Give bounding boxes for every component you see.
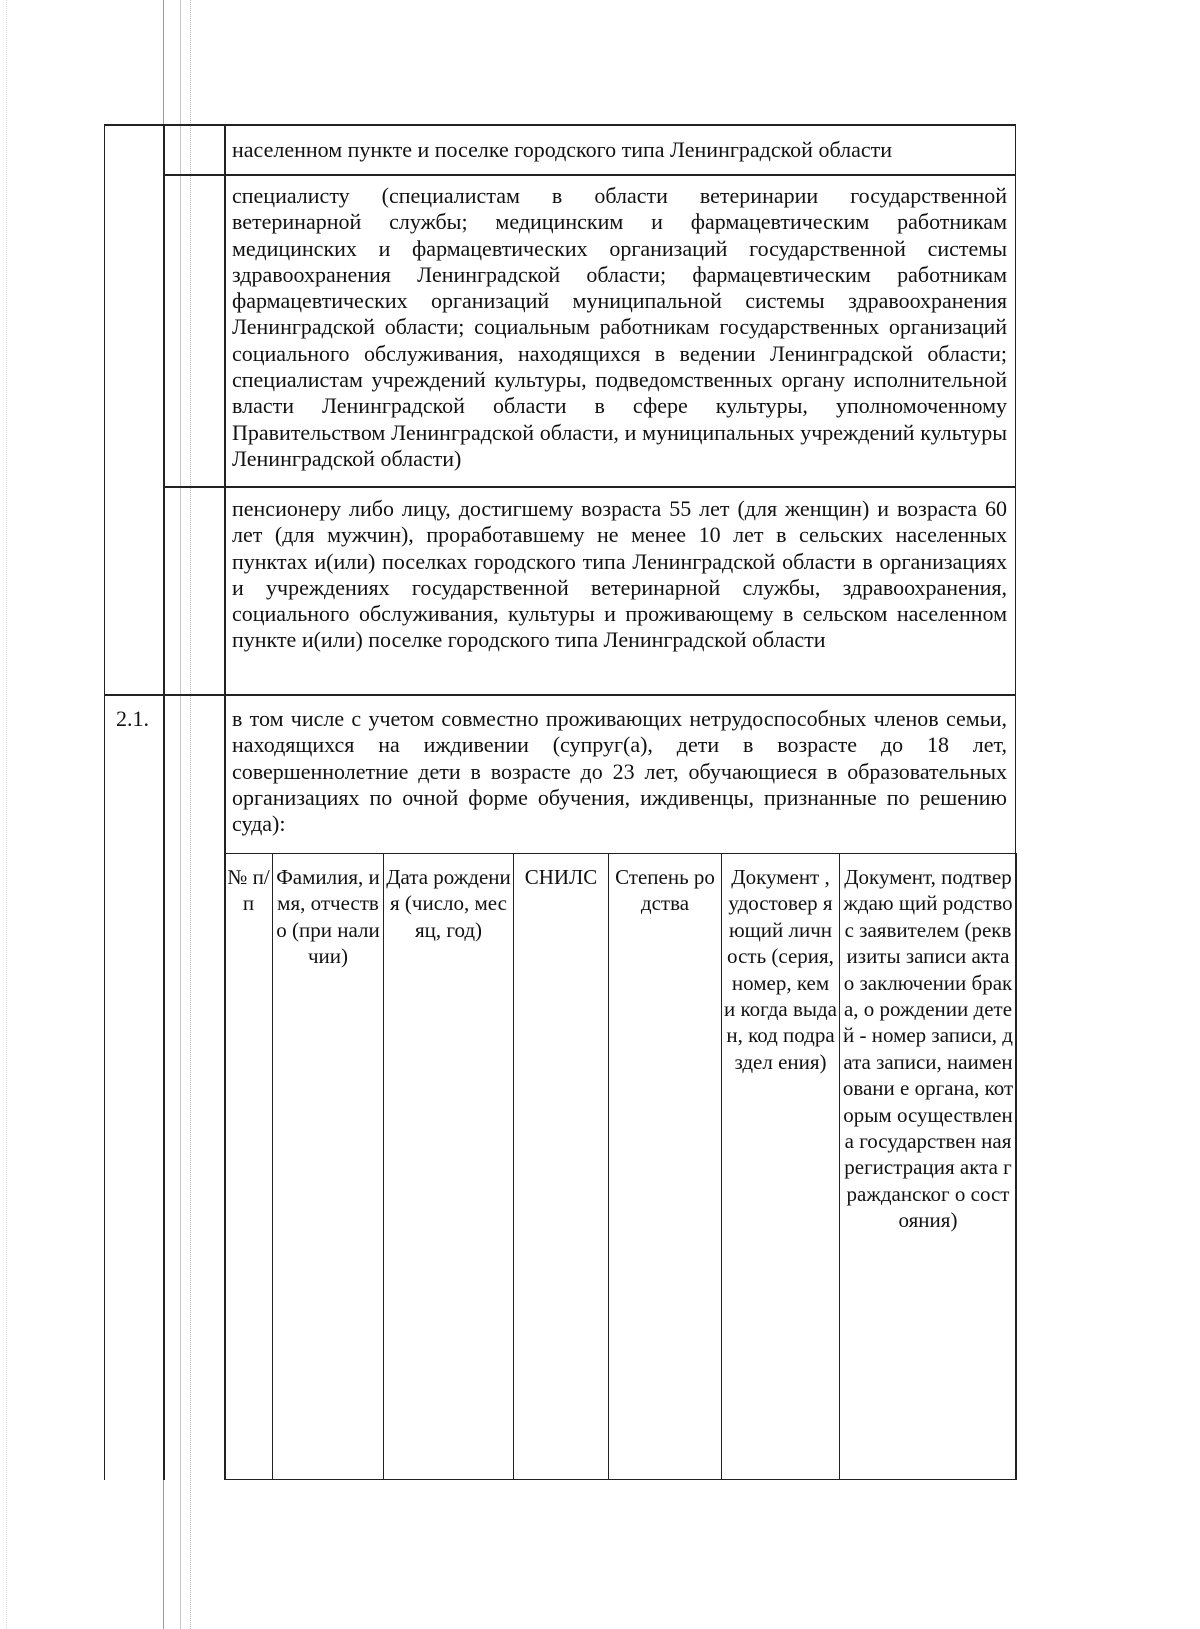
header-cell-birth-date: Дата рождения (число, месяц, год) — [384, 854, 514, 1480]
row-2-text: специалисту (специалистам в области ветеринарии государственной ветеринарной службы; медицинским и фармацевтическим работникам медицинских и фармацевтических организаций государственной системы здравоохранения Ленинградской области; фармацевтическим работникам фармацевтических организаций муниципальной системы здравоохранения Ленинградской области; социальным работникам государственных организаций социального обслуживания, находящихся в ведении Ленинградской области; специалистам учреждений культуры, подведомственных органу исполнительной власти Ленинградской области в сфере культуры, уполномоченному Правительством Ленинградской области, и муниципальных учреждений культуры Ленинградской области) — [232, 183, 1007, 471]
scan-artifact-dots — [6, 0, 8, 1629]
family-members-table — [224, 853, 1017, 1480]
row-divider — [104, 694, 1016, 696]
row-divider — [163, 174, 1016, 176]
header-cell-full-name: Фамилия, имя, отчество (при наличии) — [273, 854, 384, 1480]
header-cell-relationship: Степень родства — [609, 854, 722, 1480]
row-1-text: населенном пункте и поселке городского типа Ленинградской области — [232, 137, 892, 162]
row-3-text: пенсионеру либо лицу, достигшему возраста 55 лет (для женщин) и возраста 60 лет (для мужчин), проработавшему не менее 10 лет в сельских населенных пунктах и(или) поселках городского типа Ленинградской области в организациях и учреждениях государственной ветеринарной службы, здравоохранения, социального обслуживания, культуры и проживающему в сельском населенном пункте и(или) поселке городского типа Ленинградской области — [232, 496, 1007, 653]
row-divider — [163, 486, 1016, 488]
column-divider — [163, 124, 165, 1480]
header-cell-kinship-document: Документ, подтверждаю щий родство с заявителем (реквизиты записи акта о заключении брака, о рождении детей - номер записи, дата записи, наименовани е органа, которым осуществлен а государствен ная регистрация акта гражданског о состояния) — [840, 854, 1017, 1480]
row-4-text: в том числе с учетом совместно проживающих нетрудоспособных членов семьи, находящихся на иждивении (супруг(а), дети в возрасте до 18 лет, совершеннолетние дети в возрасте до 23 лет, обучающиеся в образовательных организациях по очной форме обучения, иждивенцы, признанные по решению суда): — [232, 706, 1007, 837]
header-cell-number: № п/п — [225, 854, 273, 1480]
row-number: 2.1. — [116, 706, 149, 731]
header-cell-snils: СНИЛС — [514, 854, 609, 1480]
table-header-row — [225, 854, 1017, 1480]
row-divider — [104, 124, 1016, 126]
header-cell-identity-document: Документ , удостовер яющий личность (серия, номер, кем и когда выдан, код подраздел ения) — [722, 854, 840, 1480]
